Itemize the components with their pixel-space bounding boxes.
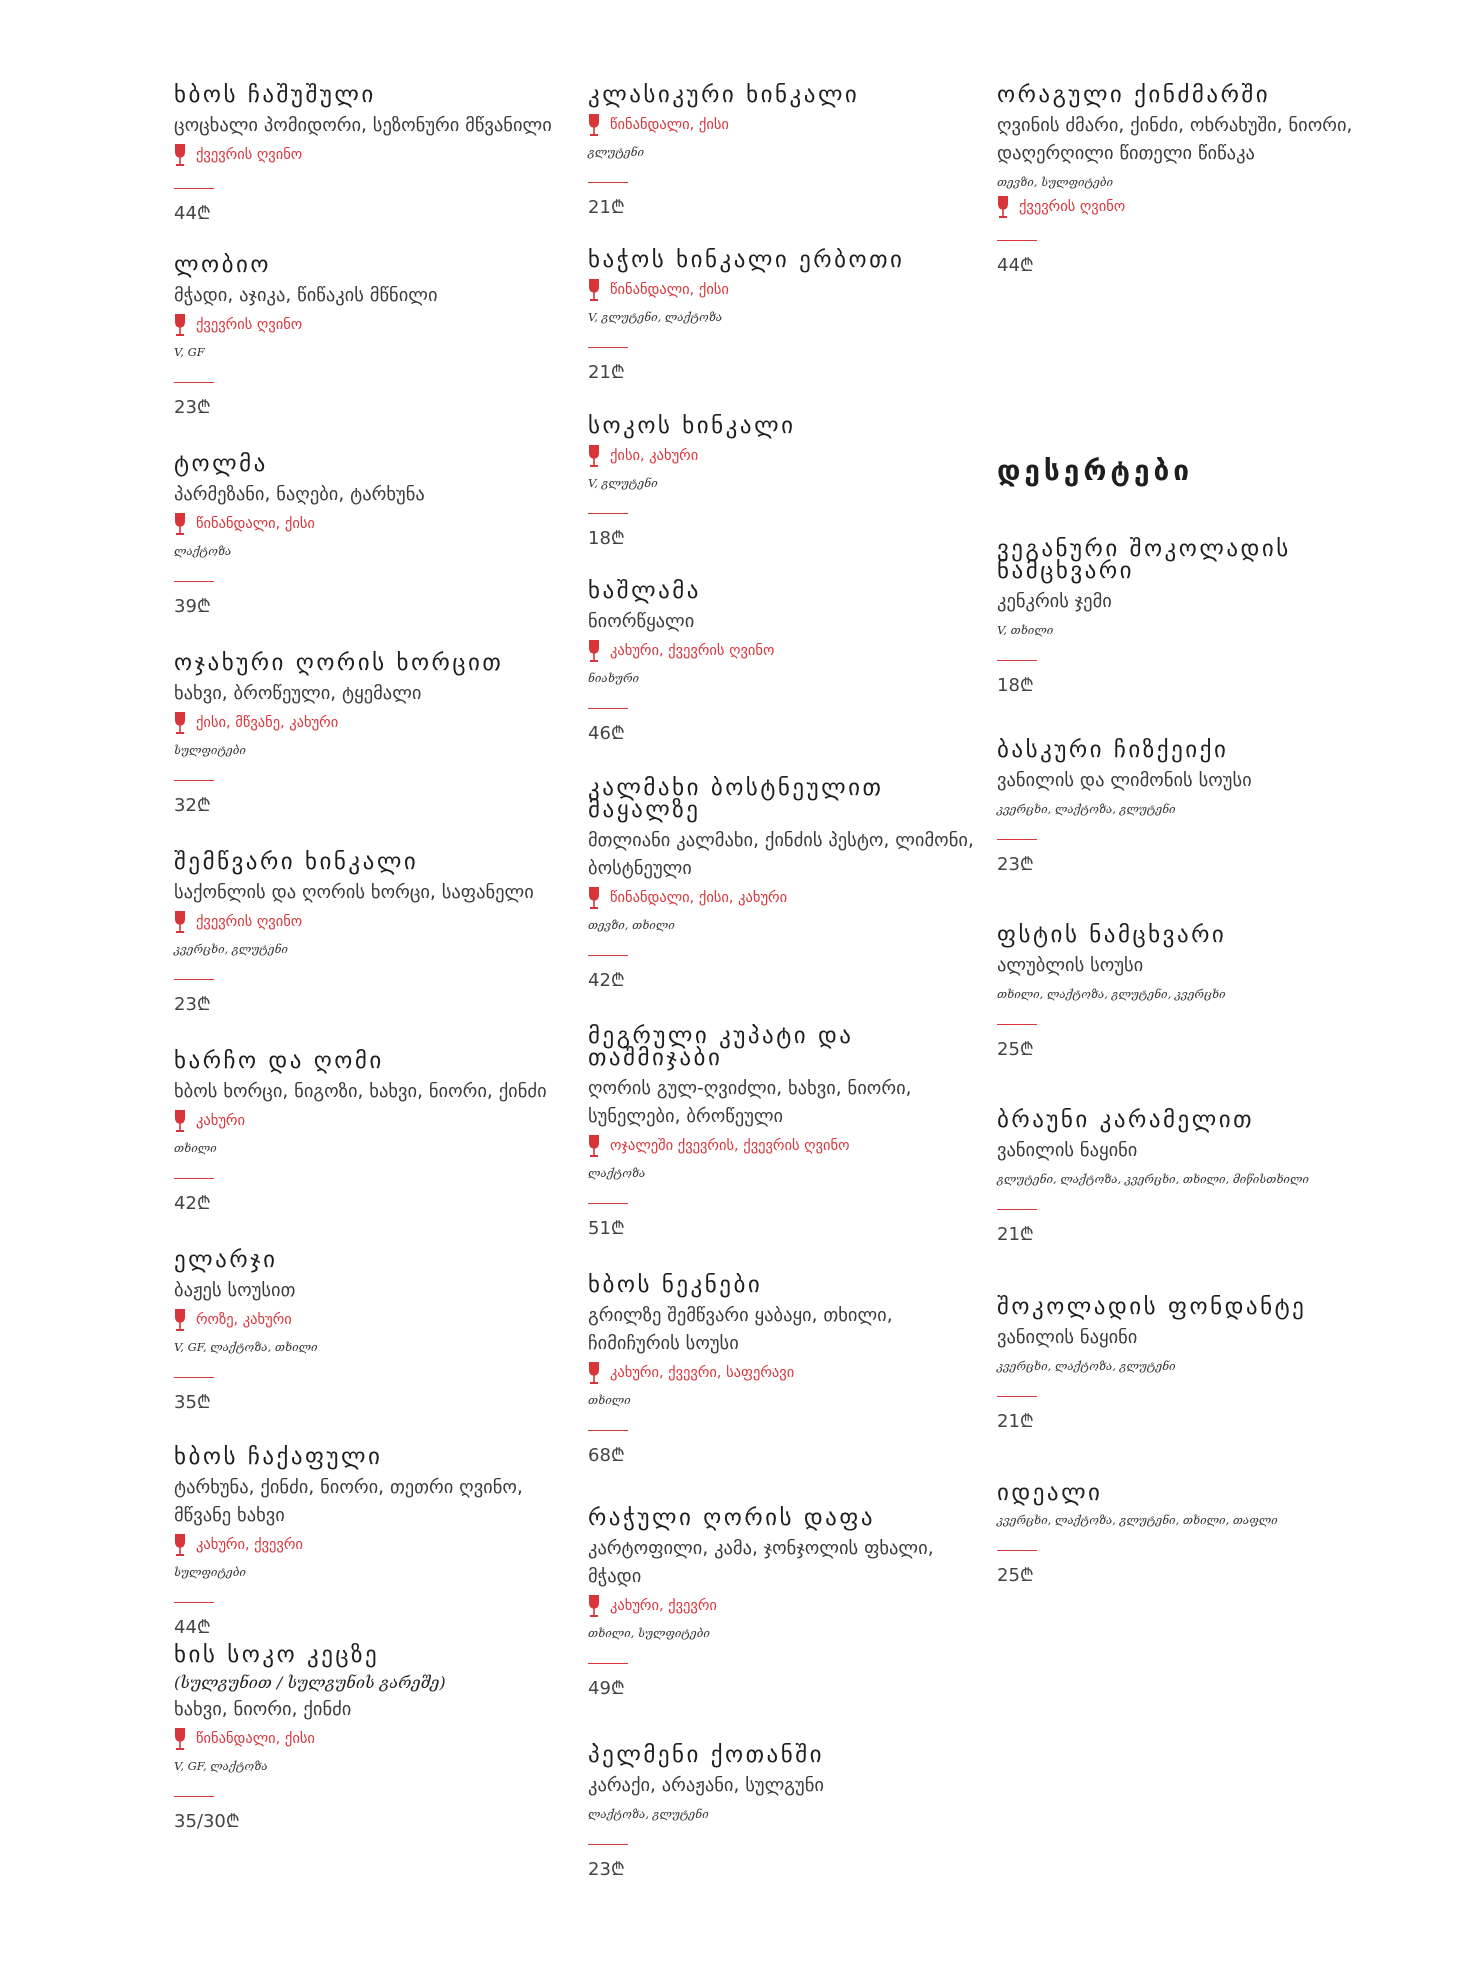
- menu-item-description: მჭადი, აჯიკა, წიწაკის მწნილი: [174, 285, 438, 306]
- wine-pairing-text: ქისი, მწვანე, კახური: [196, 715, 339, 731]
- menu-item-title: შემწვარი ხინკალი: [174, 849, 419, 875]
- price-divider: [997, 660, 1037, 661]
- wine-glass-icon: [588, 1361, 600, 1385]
- menu-item: [174, 652, 574, 817]
- price-divider: [588, 1663, 628, 1664]
- price-divider: [174, 1377, 214, 1378]
- menu-item-title: ხარჩო და ღომი: [174, 1048, 384, 1074]
- allergen-tags: ლაქტოზა: [588, 1166, 646, 1180]
- menu-item-description: ხახვი, ბროწეული, ტყემალი: [174, 683, 422, 704]
- menu-item-description: ხბოს ხორცი, ნიგოზი, ხახვი, ნიორი, ქინძი: [174, 1081, 547, 1102]
- menu-item: [588, 1507, 988, 1700]
- price-divider: [997, 839, 1037, 840]
- allergen-tags: სულფიტები: [174, 743, 246, 757]
- wine-pairing-text: როზე, კახური: [196, 1312, 292, 1328]
- price-divider: [174, 1178, 214, 1179]
- allergen-tags: თხილი: [174, 1141, 217, 1155]
- menu-item-price: 23₾: [174, 397, 211, 418]
- wine-glass-icon: [174, 143, 186, 167]
- wine-glass-icon: [174, 711, 186, 735]
- wine-glass-icon: [588, 886, 600, 910]
- wine-pairing-text: წინანდალი, ქისი: [196, 1731, 315, 1747]
- menu-item: [174, 1249, 574, 1414]
- menu-item-title: მეგრული კუპატი და თაშმიჯაბი: [588, 1023, 854, 1071]
- menu-item-description: ალუბლის სოუსი: [997, 955, 1144, 976]
- allergen-tags: ლაქტოზა: [174, 544, 232, 558]
- price-divider: [174, 382, 214, 383]
- menu-item: [174, 1050, 574, 1215]
- wine-glass-icon: [588, 1594, 600, 1618]
- price-divider: [588, 1430, 628, 1431]
- menu-item-price: 68₾: [588, 1445, 625, 1466]
- wine-pairing: [174, 312, 574, 338]
- wine-pairing-text: ოჯალეში ქვევრის, ქვევრის ღვინო: [610, 1138, 850, 1154]
- section-heading-desserts: დესერტები: [997, 454, 1194, 487]
- wine-glass-icon: [588, 278, 600, 302]
- menu-item: [174, 453, 574, 618]
- menu-item-title: ტოლმა: [174, 451, 268, 477]
- allergen-tags: გლუტენი, ლაქტოზა, კვერცხი, თხილი, მიწისთხილი: [997, 1172, 1309, 1186]
- menu-item: [997, 84, 1397, 277]
- menu-item-description: კარტოფილი, კამა, ჯონჯოლის ფხალი, მჭადი: [588, 1538, 934, 1587]
- menu-item-title: ვეგანური შოკოლადის ნამცხვარი: [997, 536, 1291, 584]
- menu-item: [997, 1482, 1397, 1587]
- wine-glass-icon: [588, 1134, 600, 1158]
- wine-pairing: [588, 443, 988, 469]
- allergen-tags: V, გლუტენი: [588, 476, 658, 490]
- menu-item-price: 25₾: [997, 1039, 1034, 1060]
- menu-item: [997, 924, 1397, 1061]
- menu-item-description: ვანილის ნაყინი: [997, 1327, 1138, 1348]
- price-divider: [174, 188, 214, 189]
- menu-item-price: 44₾: [174, 203, 211, 224]
- wine-pairing: [588, 885, 988, 911]
- menu-item-price: 44₾: [174, 1617, 211, 1638]
- wine-pairing-text: წინანდალი, ქისი: [196, 516, 315, 532]
- allergen-tags: V, GF: [174, 345, 205, 359]
- menu-item-price: 23₾: [174, 994, 211, 1015]
- price-divider: [174, 581, 214, 582]
- menu-item: [588, 249, 988, 384]
- menu-item-subtitle: (სულგუნით / სულგუნის გარეშე): [174, 1673, 446, 1692]
- menu-item-title: რაჭული ღორის დაფა: [588, 1505, 876, 1531]
- wine-pairing-text: ქვევრის ღვინო: [1019, 199, 1126, 215]
- menu-item-title: ელარჯი: [174, 1247, 278, 1273]
- menu-item-price: 18₾: [997, 675, 1034, 696]
- menu-item: [588, 777, 988, 992]
- price-divider: [588, 182, 628, 183]
- menu-item-title: ბრაუნი კარამელით: [997, 1107, 1255, 1133]
- price-divider: [588, 347, 628, 348]
- price-divider: [997, 1024, 1037, 1025]
- menu-item-description: ცოცხალი პომიდორი, სეზონური მწვანილი: [174, 115, 552, 136]
- wine-glass-icon: [174, 1727, 186, 1751]
- menu-item-price: 35₾: [174, 1392, 211, 1413]
- wine-glass-icon: [174, 1308, 186, 1332]
- wine-glass-icon: [997, 195, 1009, 219]
- wine-pairing-text: ქვევრის ღვინო: [196, 147, 303, 163]
- wine-glass-icon: [174, 313, 186, 337]
- menu-item-price: 21₾: [588, 362, 625, 383]
- wine-glass-icon: [588, 639, 600, 663]
- wine-pairing-text: წინანდალი, ქისი, კახური: [610, 890, 788, 906]
- price-divider: [588, 1203, 628, 1204]
- wine-pairing: [588, 1133, 988, 1159]
- menu-item-price: 18₾: [588, 528, 625, 549]
- wine-pairing-text: კახური, ქვევრის ღვინო: [610, 643, 775, 659]
- menu-item-price: 44₾: [997, 255, 1034, 276]
- menu-item-price: 35/30₾: [174, 1811, 240, 1832]
- menu-item-price: 42₾: [174, 1193, 211, 1214]
- wine-pairing-text: კახური, ქვევრი: [610, 1598, 717, 1614]
- price-divider: [997, 1209, 1037, 1210]
- menu-item-price: 32₾: [174, 795, 211, 816]
- menu-item-description: ხახვი, ნიორი, ქინძი: [174, 1699, 352, 1720]
- wine-pairing: [588, 638, 988, 664]
- wine-pairing-text: კახური, ქვევრი: [196, 1537, 303, 1553]
- wine-pairing-text: წინანდალი, ქისი: [610, 282, 729, 298]
- wine-pairing: [174, 142, 574, 168]
- wine-pairing: [174, 1108, 574, 1134]
- wine-pairing: [174, 909, 574, 935]
- menu-item: [174, 851, 574, 1016]
- wine-glass-icon: [588, 113, 600, 137]
- allergen-tags: თხილი, სულფიტები: [588, 1626, 710, 1640]
- menu-item-title: შოკოლადის ფონდანტე: [997, 1294, 1307, 1320]
- allergen-tags: კვერცხი, ლაქტოზა, გლუტენი: [997, 1359, 1176, 1373]
- wine-pairing: [174, 1532, 574, 1558]
- wine-pairing-text: კახური, ქვევრი, საფერავი: [610, 1365, 795, 1381]
- price-divider: [588, 955, 628, 956]
- allergen-tags: V, GF, ლაქტოზა, თხილი: [174, 1340, 318, 1354]
- allergen-tags: კვერცხი, ლაქტოზა, გლუტენი: [997, 802, 1176, 816]
- menu-item-description: მთლიანი კალმახი, ქინძის პესტო, ლიმონი, ბოსტნეული: [588, 830, 974, 879]
- wine-pairing: [174, 1307, 574, 1333]
- price-divider: [588, 1844, 628, 1845]
- wine-pairing-text: კახური: [196, 1113, 245, 1129]
- allergen-tags: ნიახური: [588, 671, 640, 685]
- wine-glass-icon: [588, 444, 600, 468]
- menu-item: [588, 1274, 988, 1467]
- menu-item-title: ხაშლამა: [588, 578, 701, 604]
- allergen-tags: V, GF, ლაქტოზა: [174, 1759, 268, 1773]
- menu-item-title: სოკოს ხინკალი: [588, 413, 796, 439]
- price-divider: [174, 1602, 214, 1603]
- menu-item-description: ბაჟეს სოუსით: [174, 1280, 296, 1301]
- wine-glass-icon: [174, 1533, 186, 1557]
- allergen-tags: თხილი, ლაქტოზა, გლუტენი, კვერცხი: [997, 987, 1226, 1001]
- menu-item-title: ოჯახური ღორის ხორცით: [174, 650, 504, 676]
- price-divider: [588, 513, 628, 514]
- price-divider: [997, 240, 1037, 241]
- menu-item-description: ვანილის და ლიმონის სოუსი: [997, 770, 1252, 791]
- menu-item-price: 46₾: [588, 723, 625, 744]
- menu-item-price: 42₾: [588, 970, 625, 991]
- price-divider: [588, 708, 628, 709]
- menu-item-description: ღორის გულ-ღვიძლი, ხახვი, ნიორი, სუნელები, ბროწეული: [588, 1078, 912, 1127]
- menu-item-description: კარაქი, არაჟანი, სულგუნი: [588, 1775, 824, 1796]
- menu-item-description: ღვინის ძმარი, ქინძი, ოხრახუში, ნიორი, დაღერღილი წითელი წიწაკა: [997, 115, 1353, 164]
- wine-pairing-text: ქვევრის ღვინო: [196, 317, 303, 333]
- menu-item-description: კენკრის ჯემი: [997, 591, 1112, 612]
- menu-item: [997, 1109, 1397, 1246]
- menu-item-title: ფსტის ნამცხვარი: [997, 922, 1227, 948]
- menu-item-title: პელმენი ქოთანში: [588, 1742, 825, 1768]
- wine-pairing-text: ქვევრის ღვინო: [196, 914, 303, 930]
- menu-item-title: ხბოს ჩაშუშული: [174, 82, 376, 108]
- menu-item-title: ბასკური ჩიზქეიქი: [997, 737, 1229, 763]
- menu-item-title: ლობიო: [174, 252, 271, 278]
- menu-item-price: 21₾: [997, 1224, 1034, 1245]
- menu-item: [588, 1744, 988, 1881]
- wine-glass-icon: [174, 512, 186, 536]
- menu-item-price: 23₾: [997, 854, 1034, 875]
- allergen-tags: თევზი, სულფიტები: [997, 175, 1114, 189]
- price-divider: [997, 1550, 1037, 1551]
- wine-pairing: [588, 277, 988, 303]
- menu-item: [997, 538, 1397, 697]
- allergen-tags: სულფიტები: [174, 1565, 246, 1579]
- wine-pairing: [588, 1360, 988, 1386]
- allergen-tags: თხილი: [588, 1393, 631, 1407]
- allergen-tags: თევზი, თხილი: [588, 918, 675, 932]
- allergen-tags: გლუტენი: [588, 145, 645, 159]
- menu-item-title: ხბოს ნეკნები: [588, 1272, 763, 1298]
- menu-item-description: საქონლის და ღორის ხორცი, საფანელი: [174, 882, 534, 903]
- menu-item: [174, 1446, 574, 1639]
- allergen-tags: კვერცხი, გლუტენი: [174, 942, 288, 956]
- menu-item: [174, 84, 574, 225]
- menu-item: [174, 1644, 574, 1833]
- menu-item-price: 21₾: [997, 1411, 1034, 1432]
- menu-item: [997, 739, 1397, 876]
- menu-item: [588, 415, 988, 550]
- menu-item-title: ხის სოკო კეცზე: [174, 1642, 380, 1668]
- wine-glass-icon: [174, 910, 186, 934]
- menu-item-description: ვანილის ნაყინი: [997, 1140, 1138, 1161]
- wine-pairing: [174, 511, 574, 537]
- wine-pairing: [997, 194, 1397, 220]
- menu-item-price: 49₾: [588, 1678, 625, 1699]
- wine-pairing-text: წინანდალი, ქისი: [610, 117, 729, 133]
- price-divider: [174, 780, 214, 781]
- menu-item: [588, 580, 988, 745]
- allergen-tags: V, გლუტენი, ლაქტოზა: [588, 310, 723, 324]
- menu-item-price: 23₾: [588, 1859, 625, 1880]
- price-divider: [174, 1796, 214, 1797]
- menu-item-title: კალმახი ბოსტნეულით მაყალზე: [588, 775, 884, 823]
- allergen-tags: კვერცხი, ლაქტოზა, გლუტენი, თხილი, თაფლი: [997, 1513, 1278, 1527]
- menu-item-description: ნიორწყალი: [588, 611, 695, 632]
- allergen-tags: ლაქტოზა, გლუტენი: [588, 1807, 709, 1821]
- menu-item: [997, 1296, 1397, 1433]
- menu-item-title: ხბოს ჩაქაფული: [174, 1444, 383, 1470]
- menu-item-price: 21₾: [588, 197, 625, 218]
- price-divider: [997, 1396, 1037, 1397]
- menu-item-price: 25₾: [997, 1565, 1034, 1586]
- wine-pairing: [588, 112, 988, 138]
- menu-item-price: 51₾: [588, 1218, 625, 1239]
- wine-pairing: [588, 1593, 988, 1619]
- menu-item: [588, 1025, 988, 1240]
- menu-item: [174, 254, 574, 419]
- menu-item-title: ხაჭოს ხინკალი ერბოთი: [588, 247, 905, 273]
- menu-item: [588, 84, 988, 219]
- wine-glass-icon: [174, 1109, 186, 1133]
- wine-pairing-text: ქისი, კახური: [610, 448, 699, 464]
- menu-item-description: ტარხუნა, ქინძი, ნიორი, თეთრი ღვინო, მწვანე ხახვი: [174, 1477, 523, 1526]
- menu-item-title: ორაგული ქინძმარში: [997, 82, 1271, 108]
- wine-pairing: [174, 1726, 574, 1752]
- allergen-tags: V, თხილი: [997, 623, 1054, 637]
- menu-item-title: იდეალი: [997, 1480, 1103, 1506]
- menu-item-title: კლასიკური ხინკალი: [588, 82, 860, 108]
- price-divider: [174, 979, 214, 980]
- menu-item-description: გრილზე შემწვარი ყაბაყი, თხილი, ჩიმიჩურის სოუსი: [588, 1305, 893, 1354]
- menu-item-price: 39₾: [174, 596, 211, 617]
- wine-pairing: [174, 710, 574, 736]
- menu-item-description: პარმეზანი, ნაღები, ტარხუნა: [174, 484, 425, 505]
